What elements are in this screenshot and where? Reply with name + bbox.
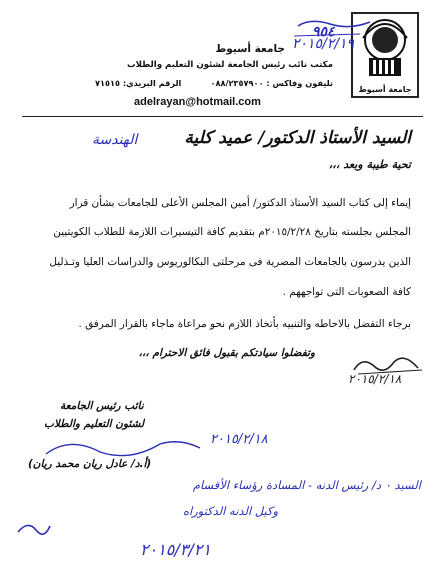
handwritten-note-line2: وكيل الدنه الدكتوراه	[182, 504, 278, 518]
greeting: تحية طيبة وبعد ،،،	[328, 158, 411, 171]
closing-line: وتفضلوا سيادتكم بقبول فائق الاحترام ،،،	[138, 347, 315, 359]
bottom-scribble	[14, 518, 54, 546]
paragraph-line: إيماء إلى كتاب السيد الأستاذ الدكتور/ أمين المجلس الأعلى للجامعات بشأن قرار	[69, 197, 411, 209]
stamp-number: ٩٥٤	[312, 24, 335, 40]
signatory-name: (أ.د/ عادل ريان محمد ريان)	[28, 458, 152, 470]
date-middle: ٢٠١٥/٢/١٨	[210, 432, 268, 447]
university-name: جامعة أسيوط	[215, 43, 285, 55]
addressee-text: السيد الأستاذ الدكتور/ عميد كلية	[184, 128, 411, 148]
signatory-title-2: لشئون التعليم والطلاب	[44, 418, 145, 430]
addressee-handwritten: الهندسة	[92, 132, 138, 148]
paragraph-line: الذين يدرسون بالجامعات المصرية فى مرحلتى البكالوريوس والدراسات العليا وتـذليل	[49, 256, 411, 268]
postal-code: الرقم البريدي: ٧١٥١٥	[95, 78, 182, 88]
handwritten-note-line1: السيد ٠ د/ رئيس الدنه - المسادة رؤساء الأقسام	[192, 478, 421, 492]
office-name: مكتب نائب رئيس الجامعة لشئون التعليم والطلاب	[127, 60, 333, 70]
logo-caption: جامعة أسيوط	[358, 85, 412, 94]
scribble-icon	[14, 518, 54, 542]
signatory-title-1: نائب رئيس الجامعة	[60, 400, 144, 412]
date-right: ٢٠١٥/٢/١٨	[348, 372, 402, 386]
paragraph-line: المجلس بجلسته بتاريخ ٢٠١٥/٢/٢٨م بتقديم كافة التيسيرات اللازمة للطلاب الكويتيين	[53, 226, 411, 238]
paragraph-line: كافة الصعوبات التى تواجههم .	[282, 286, 411, 298]
date-bottom: ٢٠١٥/٣/٢١	[140, 540, 211, 559]
stamp-date: ٢٠١٥/٢/١٩	[292, 36, 355, 52]
phone-fax: تليفون وفاكس : ٠٨٨/٢٣٥٧٩٠٠	[210, 78, 333, 88]
incoming-stamp	[290, 14, 380, 54]
header-divider	[22, 116, 423, 117]
request-line: برجاء التفضل بالاحاطه والتنبيه بأتخاذ اللازم نحو مراعاة ماجاء بالقرار المرفق .	[78, 318, 411, 330]
email-address: adelrayan@hotmail.com	[134, 96, 261, 108]
addressee-line	[184, 128, 411, 148]
